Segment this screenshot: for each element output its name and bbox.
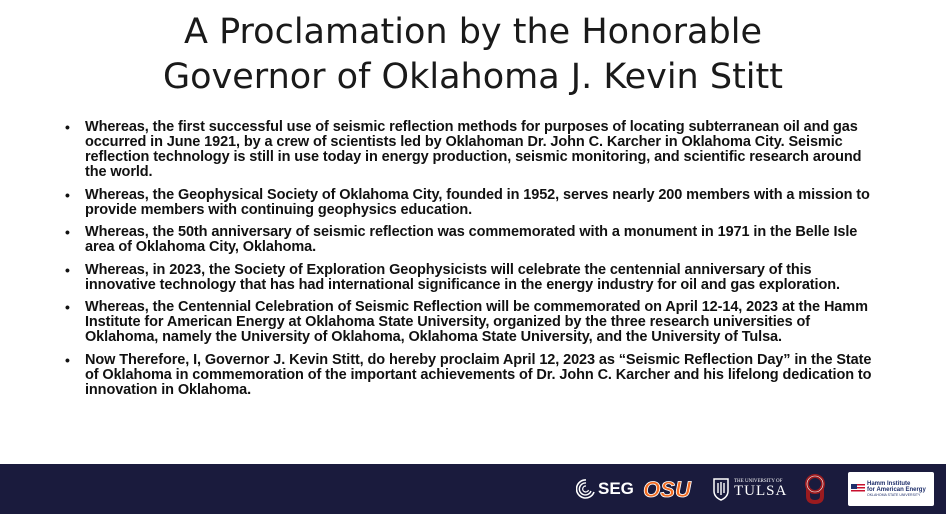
list-item: • Whereas, the Geophysical Society of Oklahoma City, founded in 1952, serves nearly 200 members with a mission to provide members with continuing geophysics education. — [64, 188, 879, 218]
list-item: • Whereas, the Centennial Celebration of Seismic Reflection will be commemorated on April 12-14, 2023 at the Hamm Institute for American Energy at Oklahoma State University, organized by the three research universities of Oklahoma, namely the University of Oklahoma, Oklahoma State University, and the University of Tulsa. — [64, 300, 879, 345]
tulsa-small-label: THE UNIVERSITY OF — [734, 479, 783, 484]
tulsa-shield-icon — [712, 477, 730, 501]
proclamation-list — [64, 120, 879, 405]
us-flag-icon — [851, 484, 865, 494]
osu-logo — [640, 473, 696, 505]
hamm-institute-logo — [848, 472, 934, 506]
hamm-line-1: Hamm Institute — [867, 480, 911, 487]
ou-logo — [800, 473, 830, 505]
list-item: • Whereas, in 2023, the Society of Exploration Geophysicists will celebrate the centennial anniversary of this innovative technology that has had international significance in the energy industry for oil and gas exploration. — [64, 263, 879, 293]
tulsa-logo — [712, 473, 792, 505]
osu-label: OSU — [643, 477, 691, 502]
list-item: • Now Therefore, I, Governor J. Kevin Stitt, do hereby proclaim April 12, 2023 as “Seismic Reflection Day” in the State of Oklahoma in commemoration of the important achievements of Dr. John C. Karcher and his lifelong dedication to innovation in Oklahoma. — [64, 353, 879, 398]
list-item: • Whereas, the first successful use of seismic reflection methods for purposes of locating subterranean oil and gas occurred in June 1921, by a crew of scientists led by Oklahoman Dr. John C. Karcher in Oklahoma City. Seismic reflection technology is still in use today in energy production, seismic monitoring, and scientific research around the world. — [64, 120, 879, 180]
seg-logo — [576, 473, 634, 505]
hamm-line-3: OKLAHOMA STATE UNIVERSITY — [867, 492, 921, 497]
seg-swirl-icon — [576, 478, 596, 500]
tulsa-label: TULSA — [734, 483, 788, 499]
title-line-2: Governor of Oklahoma J. Kevin Stitt — [163, 57, 783, 97]
title-line-1: A Proclamation by the Honorable — [184, 12, 762, 52]
osu-logo-icon — [640, 476, 694, 502]
page-title — [0, 10, 946, 100]
ou-interlock-icon — [803, 474, 827, 504]
seg-label: SEG — [598, 479, 634, 498]
hamm-line-2: for American Energy — [867, 486, 926, 493]
list-item: • Whereas, the 50th anniversary of seismic reflection was commemorated with a monument in 1971 in the Belle Isle area of Oklahoma City, Oklahoma. — [64, 225, 879, 255]
